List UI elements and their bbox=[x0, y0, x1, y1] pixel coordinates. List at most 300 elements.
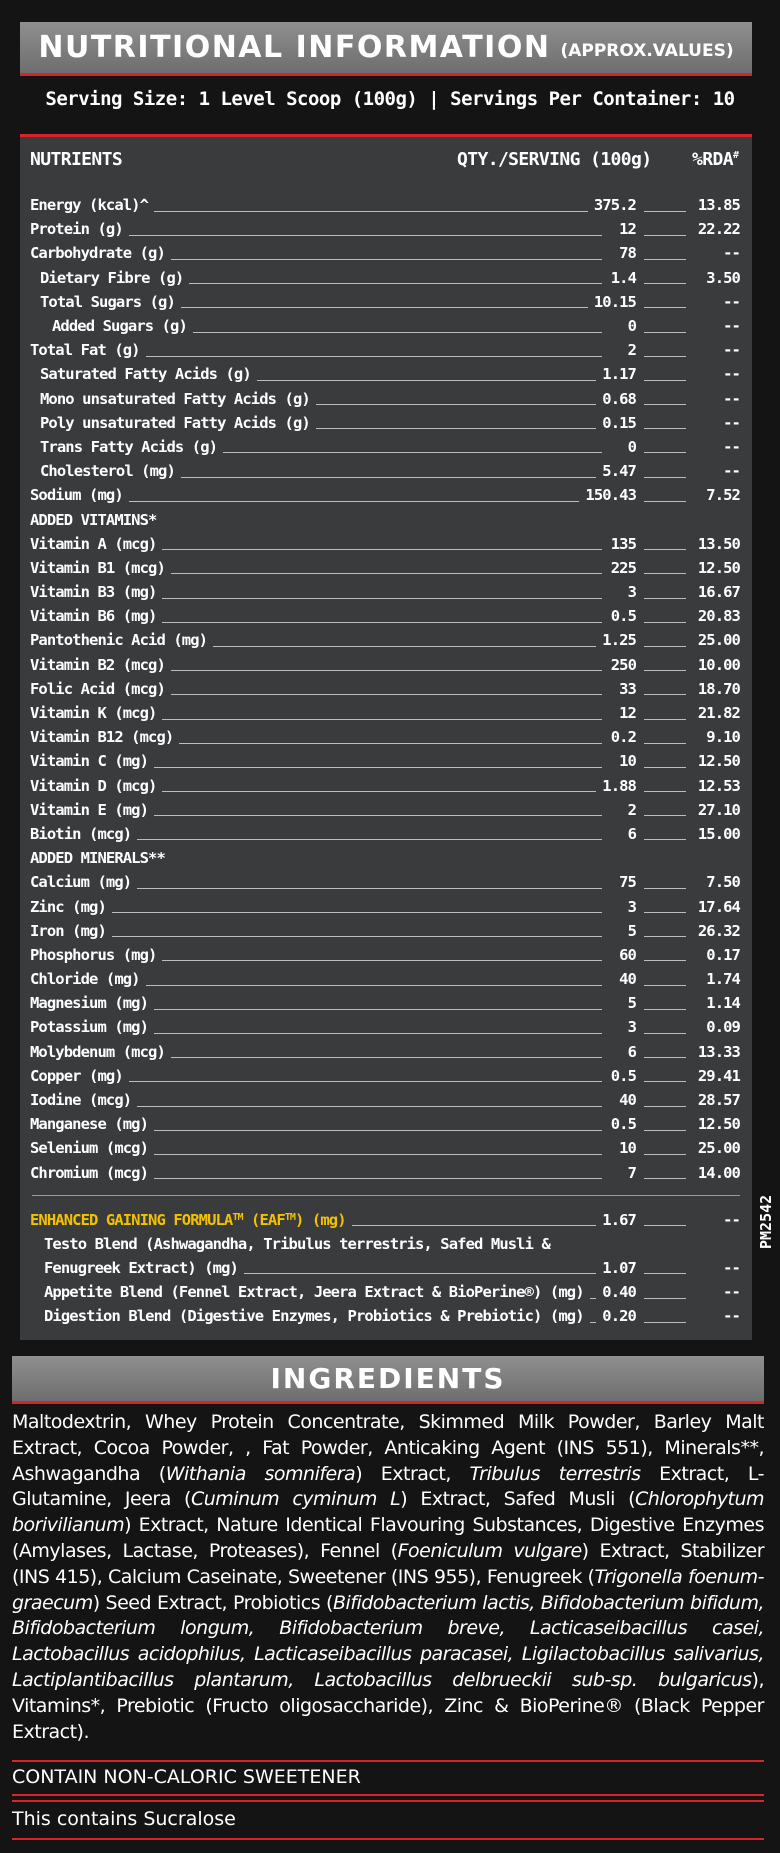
leader-line bbox=[154, 815, 602, 816]
nutrition-title: NUTRITIONAL INFORMATION bbox=[38, 30, 551, 65]
blend-row bbox=[20, 1256, 752, 1280]
nutrient-name: Vitamin E (mg) bbox=[30, 800, 149, 819]
nutrient-rda: -- bbox=[723, 389, 740, 408]
leader-line bbox=[644, 815, 686, 816]
ingredients-header-bar bbox=[12, 1356, 764, 1404]
nutrient-rda: 0.09 bbox=[706, 1018, 740, 1037]
eaf-qty: 1.67 bbox=[602, 1210, 636, 1229]
nutrient-qty: 250 bbox=[610, 655, 636, 674]
nutrient-qty: 375.2 bbox=[593, 196, 636, 215]
leader-line bbox=[644, 1322, 686, 1323]
ingredient-botanical-name: Withania somnifera bbox=[165, 1462, 356, 1485]
ingredient-text: ) Extract, Nature Identical Flavouring Substances, Digestive Enzymes (Amylases, Lactase, Proteases), Fennel ( bbox=[12, 1514, 764, 1562]
nutrient-qty: 10.15 bbox=[593, 292, 636, 311]
col-header-qty: QTY./SERVING (100g) bbox=[457, 149, 652, 170]
nutrition-header-bar bbox=[20, 22, 752, 76]
leader-line bbox=[162, 719, 602, 720]
nutrient-rda: 20.83 bbox=[697, 607, 740, 626]
nutrient-rda: 26.32 bbox=[697, 921, 740, 940]
nutrient-rda: -- bbox=[723, 341, 740, 360]
nutrient-name: Fenugreek Extract) (mg) bbox=[44, 1258, 238, 1277]
leader-line bbox=[644, 573, 686, 574]
nutrient-qty: 10 bbox=[619, 1139, 636, 1158]
nutrient-qty: 1.4 bbox=[610, 268, 636, 287]
leader-line bbox=[644, 743, 686, 744]
nutrient-row bbox=[20, 362, 752, 386]
pm-code: PM2542 bbox=[757, 1194, 775, 1249]
nutrient-row bbox=[20, 556, 752, 580]
nutrient-row bbox=[20, 459, 752, 483]
nutrient-row bbox=[20, 241, 752, 265]
leader-line bbox=[171, 1057, 602, 1058]
nutrient-qty: 225 bbox=[610, 558, 636, 577]
warning-sucralose: This contains Sucralose bbox=[12, 1808, 236, 1830]
nutrient-row bbox=[20, 677, 752, 701]
nutrient-qty: 135 bbox=[610, 534, 636, 553]
divider-line bbox=[12, 1760, 764, 1762]
divider-line bbox=[12, 1800, 764, 1802]
nutrient-name: Vitamin B6 (mg) bbox=[30, 607, 157, 626]
nutrient-rda: 18.70 bbox=[697, 679, 740, 698]
nutrient-name: Phosphorus (mg) bbox=[30, 945, 157, 964]
nutrient-rda: 27.10 bbox=[697, 800, 740, 819]
leader-line bbox=[154, 211, 588, 212]
leader-line bbox=[644, 1178, 686, 1179]
eaf-row bbox=[20, 1208, 752, 1232]
nutrient-qty: 40 bbox=[619, 970, 636, 989]
nutrient-name: Copper (mg) bbox=[30, 1066, 123, 1085]
nutrient-row bbox=[20, 290, 752, 314]
leader-line bbox=[644, 960, 686, 961]
ingredients-title: INGREDIENTS bbox=[270, 1362, 506, 1395]
leader-line bbox=[644, 767, 686, 768]
ingredient-text: Extract, L-Glutamine, Jeera ( bbox=[12, 1462, 764, 1511]
nutrient-qty: 0.15 bbox=[602, 413, 636, 432]
nutrient-qty: 0 bbox=[627, 317, 636, 336]
nutrient-name: Potassium (mg) bbox=[30, 1018, 149, 1037]
leader-line bbox=[590, 1298, 597, 1299]
nutrient-rda: 13.50 bbox=[697, 534, 740, 553]
leader-line bbox=[171, 694, 602, 695]
nutrient-row bbox=[20, 822, 752, 846]
nutrient-qty: 3 bbox=[627, 1018, 636, 1037]
leader-line bbox=[162, 791, 596, 792]
leader-line bbox=[193, 332, 602, 333]
blend-row bbox=[20, 1280, 752, 1304]
leader-line bbox=[644, 235, 686, 236]
leader-line bbox=[223, 452, 602, 453]
nutrient-qty: 0.5 bbox=[610, 1066, 636, 1085]
nutrient-name: Manganese (mg) bbox=[30, 1115, 149, 1134]
leader-line bbox=[644, 307, 686, 308]
nutrient-name: Poly unsaturated Fatty Acids (g) bbox=[40, 413, 310, 432]
leader-line bbox=[644, 1057, 686, 1058]
nutrient-name: Chromium (mcg) bbox=[30, 1163, 149, 1182]
nutrient-name: Chloride (mg) bbox=[30, 970, 140, 989]
leader-line bbox=[244, 1273, 596, 1274]
nutrient-name: Dietary Fibre (g) bbox=[40, 268, 184, 287]
nutrient-rda: 13.85 bbox=[697, 196, 740, 215]
leader-line bbox=[179, 743, 602, 744]
leader-line bbox=[137, 888, 602, 889]
nutrient-name: Digestion Blend (Digestive Enzymes, Probiotics & Prebiotic) (mg) bbox=[44, 1307, 584, 1326]
col-header-rda-mark: # bbox=[732, 150, 739, 161]
nutrient-rda: -- bbox=[723, 437, 740, 456]
leader-line bbox=[154, 1033, 602, 1034]
nutrient-name: Total Fat (g) bbox=[30, 341, 140, 360]
blend-name: Testo Blend (Ashwagandha, Tribulus terrestris, Safed Musli & bbox=[44, 1234, 550, 1253]
trademark-mark: TM bbox=[284, 1211, 296, 1223]
nutrition-subtitle: (APPROX.VALUES) bbox=[560, 40, 734, 61]
nutrient-qty: 3 bbox=[627, 583, 636, 602]
table-separator bbox=[32, 1195, 740, 1196]
nutrient-row bbox=[20, 919, 752, 943]
nutrient-row bbox=[20, 1064, 752, 1088]
leader-line bbox=[189, 283, 602, 284]
ingredient-botanical-name: Cuminum cyminum L bbox=[190, 1488, 401, 1511]
nutrient-row bbox=[20, 338, 752, 362]
leader-line bbox=[644, 622, 686, 623]
leader-line bbox=[644, 1033, 686, 1034]
ingredient-botanical-name: Tribulus terrestris bbox=[469, 1462, 641, 1485]
leader-line bbox=[316, 404, 596, 405]
nutrient-rda: -- bbox=[723, 292, 740, 311]
leader-line bbox=[154, 1009, 602, 1010]
ingredient-text: Maltodextrin, Whey Protein Concentrate, Skimmed Milk Powder, Barley Malt Extract, Cocoa Powder, , Fat Powder, Anticaking Agent (INS 551), Minerals**, Ashwagandha ( bbox=[12, 1411, 764, 1485]
nutrient-qty: 0.5 bbox=[610, 607, 636, 626]
nutrient-row bbox=[20, 604, 752, 628]
nutrient-rda: 1.74 bbox=[706, 970, 740, 989]
nutrient-name: Total Sugars (g) bbox=[40, 292, 175, 311]
nutrient-row bbox=[20, 387, 752, 411]
nutrient-rda: -- bbox=[723, 1258, 740, 1277]
nutrient-rda: 28.57 bbox=[697, 1091, 740, 1110]
nutrient-qty: 0.68 bbox=[602, 389, 636, 408]
leader-line bbox=[644, 912, 686, 913]
nutrient-rda: -- bbox=[723, 413, 740, 432]
eaf-name-part: ENHANCED GAINING FORMULA bbox=[30, 1210, 233, 1229]
nutrient-name: Vitamin B12 (mcg) bbox=[30, 728, 174, 747]
leader-line bbox=[644, 791, 686, 792]
leader-line bbox=[644, 1298, 686, 1299]
nutrient-row bbox=[20, 411, 752, 435]
leader-line bbox=[154, 1154, 602, 1155]
ingredient-botanical-name: Bifidobacterium lactis, Bifidobacterium bifidum, Bifidobacterium longum, Bifidobacterium breve, Lacticaseibacillus casei, Lactobacillus acidophilus, Lacticaseibacillus paracasei, Ligilactobacillus salivarius, Lactiplantibacillus plantarum, Lactobacillus delbrueckii sub-sp. bulgaricus bbox=[12, 1591, 764, 1691]
leader-line bbox=[644, 670, 686, 671]
eaf-name bbox=[30, 1211, 350, 1229]
eaf-name-part: ) (mg) bbox=[295, 1210, 346, 1229]
blend-row-line bbox=[20, 1232, 752, 1256]
leader-line bbox=[146, 985, 602, 986]
nutrient-row bbox=[20, 314, 752, 338]
leader-line bbox=[137, 839, 602, 840]
nutrient-name: Energy (kcal)^ bbox=[30, 196, 149, 215]
nutrient-qty: 12 bbox=[619, 704, 636, 723]
nutrient-row bbox=[20, 628, 752, 652]
leader-line bbox=[162, 549, 602, 550]
nutrient-rows bbox=[20, 193, 752, 1328]
leader-line bbox=[154, 1130, 602, 1131]
nutrient-row bbox=[20, 894, 752, 918]
nutrient-row bbox=[20, 532, 752, 556]
nutrient-name: Carbohydrate (g) bbox=[30, 244, 165, 263]
nutrient-row bbox=[20, 1112, 752, 1136]
col-header-nutrients: NUTRIENTS bbox=[30, 149, 123, 170]
leader-line bbox=[644, 646, 686, 647]
leader-line bbox=[171, 259, 602, 260]
nutrient-qty: 5 bbox=[627, 921, 636, 940]
nutrient-name: Magnesium (mg) bbox=[30, 994, 149, 1013]
nutrient-name: Vitamin A (mcg) bbox=[30, 534, 157, 553]
nutrient-rda: 10.00 bbox=[697, 655, 740, 674]
leader-line bbox=[644, 501, 686, 502]
nutrient-qty: 1.25 bbox=[602, 631, 636, 650]
nutrient-qty: 0.40 bbox=[602, 1283, 636, 1302]
nutrient-name: Pantothenic Acid (mg) bbox=[30, 631, 208, 650]
nutrient-rda: 17.64 bbox=[697, 897, 740, 916]
nutrient-row bbox=[20, 1015, 752, 1039]
divider-line bbox=[12, 1838, 764, 1840]
eaf-name-part: (EAF bbox=[242, 1210, 285, 1229]
leader-line bbox=[644, 985, 686, 986]
nutrient-rda: 13.33 bbox=[697, 1042, 740, 1061]
nutrient-row bbox=[20, 435, 752, 459]
nutrient-name: Iron (mg) bbox=[30, 921, 106, 940]
nutrient-name: Appetite Blend (Fennel Extract, Jeera Extract & BioPerine®) (mg) bbox=[44, 1283, 584, 1302]
leader-line bbox=[162, 622, 602, 623]
leader-line bbox=[162, 960, 602, 961]
leader-line bbox=[644, 598, 686, 599]
nutrient-rda: 22.22 bbox=[697, 220, 740, 239]
nutrient-qty: 10 bbox=[619, 752, 636, 771]
nutrient-row bbox=[20, 580, 752, 604]
section-header bbox=[20, 507, 752, 531]
leader-line bbox=[154, 1178, 602, 1179]
nutrient-qty: 33 bbox=[619, 679, 636, 698]
nutrient-rda: 9.10 bbox=[706, 728, 740, 747]
ingredient-botanical-name: Trigonella foenum-graecum bbox=[12, 1565, 764, 1614]
leader-line bbox=[146, 356, 602, 357]
leader-line bbox=[171, 573, 602, 574]
nutrient-row bbox=[20, 967, 752, 991]
nutrient-qty: 60 bbox=[619, 945, 636, 964]
nutrient-rda: 25.00 bbox=[697, 1139, 740, 1158]
leader-line bbox=[644, 428, 686, 429]
ingredient-text: ) Extract, bbox=[355, 1462, 470, 1485]
divider-line bbox=[12, 1794, 764, 1796]
nutrient-qty: 1.07 bbox=[602, 1258, 636, 1277]
nutrient-qty: 150.43 bbox=[585, 486, 636, 505]
leader-line bbox=[644, 1106, 686, 1107]
leader-line bbox=[644, 936, 686, 937]
leader-line bbox=[644, 1130, 686, 1131]
leader-line bbox=[644, 404, 686, 405]
leader-line bbox=[644, 1225, 686, 1226]
nutrient-row bbox=[20, 749, 752, 773]
nutrient-name: Vitamin B1 (mcg) bbox=[30, 558, 165, 577]
nutrient-row bbox=[20, 193, 752, 217]
nutrient-row bbox=[20, 798, 752, 822]
nutrient-rda: -- bbox=[723, 1283, 740, 1302]
ingredients-text bbox=[12, 1410, 764, 1745]
nutrient-qty: 7 bbox=[627, 1163, 636, 1182]
nutrient-qty: 40 bbox=[619, 1091, 636, 1110]
nutrient-name: Vitamin D (mcg) bbox=[30, 776, 157, 795]
nutrient-name: Iodine (mcg) bbox=[30, 1091, 132, 1110]
nutrient-rda: 7.50 bbox=[706, 873, 740, 892]
nutrient-qty: 78 bbox=[619, 244, 636, 263]
leader-line bbox=[644, 888, 686, 889]
nutrient-qty: 0.20 bbox=[602, 1307, 636, 1326]
nutrient-name: Vitamin K (mcg) bbox=[30, 704, 157, 723]
nutrient-rda: 12.53 bbox=[697, 776, 740, 795]
nutrient-name: Folic Acid (mcg) bbox=[30, 679, 165, 698]
nutrient-qty: 12 bbox=[619, 220, 636, 239]
leader-line bbox=[316, 428, 596, 429]
leader-line bbox=[644, 839, 686, 840]
nutrient-name: Protein (g) bbox=[30, 220, 123, 239]
nutrient-rda: -- bbox=[723, 317, 740, 336]
leader-line bbox=[644, 1154, 686, 1155]
nutrient-rda: -- bbox=[723, 365, 740, 384]
nutrient-qty: 2 bbox=[627, 341, 636, 360]
trademark-mark: TM bbox=[232, 1211, 243, 1223]
leader-line bbox=[112, 912, 602, 913]
nutrient-row bbox=[20, 1040, 752, 1064]
nutrient-rda: -- bbox=[723, 1307, 740, 1326]
nutrient-row bbox=[20, 1088, 752, 1112]
nutrient-rda: 7.52 bbox=[706, 486, 740, 505]
nutrient-name: ADDED MINERALS** bbox=[30, 849, 165, 868]
nutrition-panel bbox=[20, 134, 752, 1340]
warning-sweetener: CONTAIN NON-CALORIC SWEETENER bbox=[12, 1766, 361, 1788]
nutrient-name: Vitamin B3 (mg) bbox=[30, 583, 157, 602]
nutrient-qty: 5.47 bbox=[602, 462, 636, 481]
nutrient-name: Molybdenum (mcg) bbox=[30, 1042, 165, 1061]
nutrient-rda: 3.50 bbox=[706, 268, 740, 287]
nutrient-row bbox=[20, 870, 752, 894]
nutrient-rda: 15.00 bbox=[697, 824, 740, 843]
leader-line bbox=[162, 598, 602, 599]
leader-line bbox=[129, 501, 580, 502]
leader-line bbox=[644, 211, 686, 212]
nutrient-rda: 14.00 bbox=[697, 1163, 740, 1182]
leader-line bbox=[213, 646, 596, 647]
nutrient-name: Biotin (mcg) bbox=[30, 824, 132, 843]
leader-line bbox=[644, 332, 686, 333]
nutrient-row bbox=[20, 1136, 752, 1160]
leader-line bbox=[644, 380, 686, 381]
leader-line bbox=[171, 670, 602, 671]
nutrient-row bbox=[20, 483, 752, 507]
nutrient-rda: -- bbox=[723, 244, 740, 263]
leader-line bbox=[590, 1322, 597, 1323]
nutrient-name: Cholesterol (mg) bbox=[40, 462, 175, 481]
nutrient-qty: 1.88 bbox=[602, 776, 636, 795]
col-header-rda-label: %RDA bbox=[692, 149, 733, 170]
nutrient-rda: -- bbox=[723, 462, 740, 481]
leader-line bbox=[644, 694, 686, 695]
nutrient-rda: 12.50 bbox=[697, 558, 740, 577]
nutrient-row bbox=[20, 653, 752, 677]
nutrient-qty: 5 bbox=[627, 994, 636, 1013]
nutrient-row bbox=[20, 725, 752, 749]
nutrient-qty: 3 bbox=[627, 897, 636, 916]
ingredient-botanical-name: Chlorophytum borivilianum bbox=[12, 1488, 765, 1537]
leader-line bbox=[644, 283, 686, 284]
nutrient-qty: 0.5 bbox=[610, 1115, 636, 1134]
leader-line bbox=[154, 767, 602, 768]
leader-line bbox=[181, 477, 596, 478]
nutrient-rda: 12.50 bbox=[697, 1115, 740, 1134]
leader-line bbox=[644, 259, 686, 260]
ingredient-text: ) Seed Extract, Probiotics ( bbox=[92, 1591, 333, 1614]
nutrient-name: Zinc (mg) bbox=[30, 897, 106, 916]
nutrient-row bbox=[20, 774, 752, 798]
leader-line bbox=[644, 1009, 686, 1010]
nutrient-name: Sodium (mg) bbox=[30, 486, 123, 505]
section-header bbox=[20, 846, 752, 870]
leader-line bbox=[129, 235, 602, 236]
nutrient-row bbox=[20, 217, 752, 241]
nutrient-qty: 6 bbox=[627, 824, 636, 843]
nutrient-rda: 1.14 bbox=[706, 994, 740, 1013]
nutrient-qty: 75 bbox=[619, 873, 636, 892]
ingredient-text: ), Vitamins*, Prebiotic (Fructo oligosaccharide), Zinc & BioPerine® (Black Pepper Extract). bbox=[12, 1668, 764, 1743]
nutrient-rda: 25.00 bbox=[697, 631, 740, 650]
ingredient-text: ) Extract, Stabilizer (INS 415), Calcium Caseinate, Sweetener (INS 955), Fenugreek ( bbox=[12, 1539, 765, 1588]
nutrient-name: Vitamin B2 (mcg) bbox=[30, 655, 165, 674]
leader-line bbox=[644, 452, 686, 453]
leader-line bbox=[644, 719, 686, 720]
nutrient-qty: 1.17 bbox=[602, 365, 636, 384]
leader-line bbox=[352, 1225, 597, 1226]
ingredient-botanical-name: Foeniculum vulgare bbox=[397, 1539, 582, 1562]
col-header-rda bbox=[692, 149, 738, 170]
leader-line bbox=[644, 1081, 686, 1082]
nutrient-row bbox=[20, 943, 752, 967]
nutrient-rda: 16.67 bbox=[697, 583, 740, 602]
nutrient-rda: 12.50 bbox=[697, 752, 740, 771]
leader-line bbox=[644, 356, 686, 357]
leader-line bbox=[644, 549, 686, 550]
nutrient-qty: 0.2 bbox=[610, 728, 636, 747]
nutrient-row bbox=[20, 701, 752, 725]
nutrient-qty: 6 bbox=[627, 1042, 636, 1061]
nutrient-name: Mono unsaturated Fatty Acids (g) bbox=[40, 389, 310, 408]
leader-line bbox=[112, 936, 602, 937]
leader-line bbox=[257, 380, 596, 381]
nutrient-qty: 0 bbox=[627, 437, 636, 456]
nutrient-name: ADDED VITAMINS* bbox=[30, 510, 157, 529]
nutrient-name: Added Sugars (g) bbox=[52, 317, 187, 336]
leader-line bbox=[644, 1273, 686, 1274]
nutrient-row bbox=[20, 1161, 752, 1185]
nutrient-name: Selenium (mcg) bbox=[30, 1139, 149, 1158]
nutrient-name: Trans Fatty Acids (g) bbox=[40, 437, 218, 456]
leader-line bbox=[644, 477, 686, 478]
nutrient-row bbox=[20, 266, 752, 290]
ingredient-text: ) Extract, Safed Musli ( bbox=[400, 1488, 636, 1511]
nutrient-name: Saturated Fatty Acids (g) bbox=[40, 365, 251, 384]
nutrient-rda: 29.41 bbox=[697, 1066, 740, 1085]
nutrient-name: Vitamin C (mg) bbox=[30, 752, 149, 771]
serving-info: Serving Size: 1 Level Scoop (100g) | Servings Per Container: 10 bbox=[45, 88, 735, 110]
nutrient-row bbox=[20, 991, 752, 1015]
nutrient-name: Calcium (mg) bbox=[30, 873, 132, 892]
leader-line bbox=[137, 1106, 602, 1107]
leader-line bbox=[129, 1081, 602, 1082]
